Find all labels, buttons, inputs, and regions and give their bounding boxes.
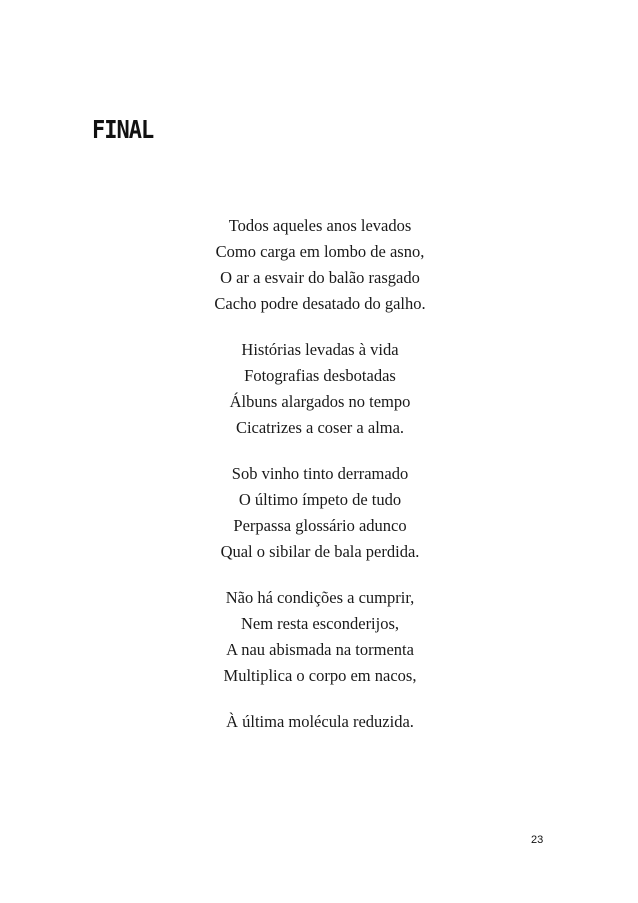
poem-line: Álbuns alargados no tempo — [229, 392, 411, 411]
poem-line: O ar a esvair do balão rasgado — [220, 268, 420, 287]
poem-line: Qual o sibilar de bala perdida. — [220, 542, 420, 561]
poem-line: A nau abismada na tormenta — [226, 640, 414, 659]
poem-line: Multiplica o corpo em nacos, — [223, 666, 417, 685]
poem-line: Fotografias desbotadas — [244, 366, 396, 385]
poem-line: Nem resta esconderijos, — [240, 614, 400, 633]
poem-line: Todos aqueles anos levados — [228, 216, 412, 235]
poem-title: FINAL — [92, 116, 154, 145]
poem-line: Como carga em lombo de asno, — [215, 242, 425, 261]
poem-body — [180, 213, 460, 755]
poem-line: Não há condições a cumprir, — [225, 588, 415, 607]
poem-line: Cicatrizes a coser a alma. — [235, 418, 405, 437]
page-number: 23 — [531, 834, 544, 846]
poem-line: Histórias levadas à vida — [241, 340, 399, 359]
stanza-5 — [180, 709, 460, 735]
poem-line: O último ímpeto de tudo — [238, 490, 402, 509]
stanza-4 — [180, 585, 460, 689]
poem-line: Perpassa glossário adunco — [233, 516, 407, 535]
poem-line: À última molécula reduzida. — [226, 712, 414, 731]
stanza-1 — [180, 213, 460, 317]
stanza-3 — [180, 461, 460, 565]
stanza-2 — [180, 337, 460, 441]
poem-line: Sob vinho tinto derramado — [231, 464, 409, 483]
poem-line: Cacho podre desatado do galho. — [214, 294, 426, 313]
